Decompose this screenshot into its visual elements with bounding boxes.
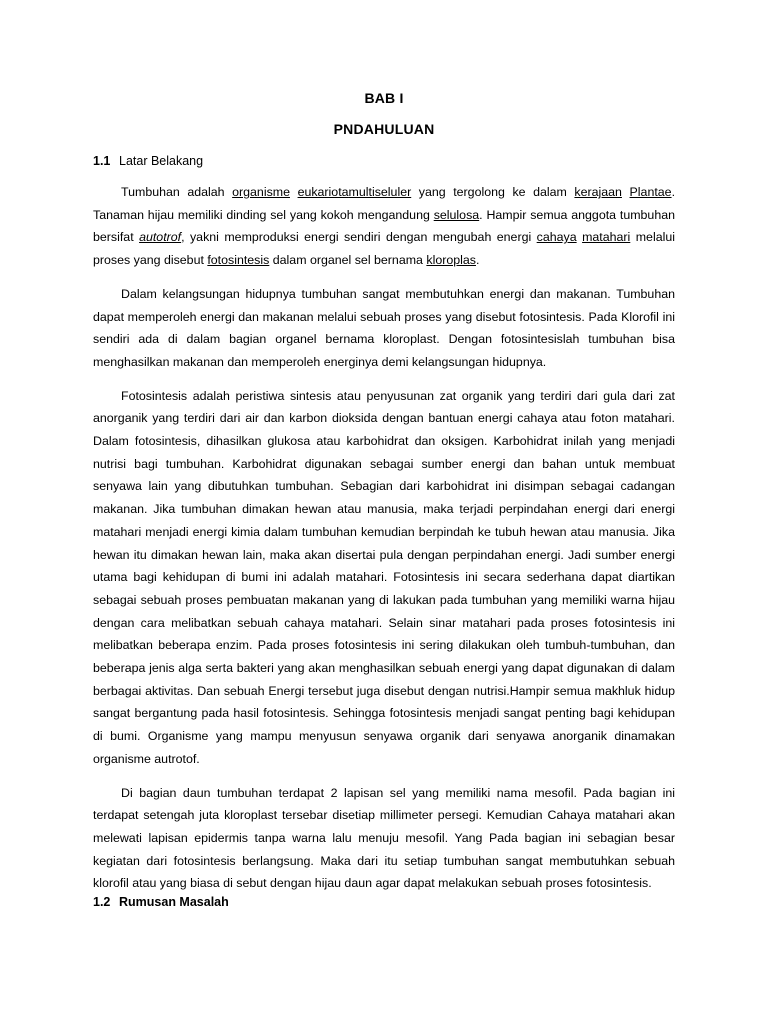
link-plantae[interactable]: Plantae: [629, 185, 672, 199]
paragraph-2: Dalam kelangsungan hidupnya tumbuhan sangat membutuhkan energi dan makanan. Tumbuhan dapat memperoleh energi dan makanan melalui sebuah proses yang disebut fotosintesis. Pada Klorofil ini sendiri ada di dalam bagian organel bernama kloroplast. Dengan fotosintesislah tumbuhan bisa menghasilkan makanan dan memperoleh energinya demi kelangsungan hidupnya.: [93, 286, 675, 369]
section-title: Rumusan Masalah: [119, 895, 229, 909]
link-autotrof[interactable]: autotrof: [139, 230, 182, 245]
section-number: 1.2: [93, 895, 111, 909]
link-organisme[interactable]: organisme: [232, 185, 290, 199]
paragraph-4: Di bagian daun tumbuhan terdapat 2 lapisan sel yang memiliki nama mesofil. Pada bagian ini terdapat setengah juta kloroplast tersebar disetiap millimeter persegi. Kemudian Cahaya matahari akan melewati lapisan epidermis tanpa warna lalu menuju mesofil. Yang Pada bagian ini sebagian besar kegiatan dari fotosintesis berlangsung. Maka dari itu setiap tumbuhan sangat membutuhkan sebuah klorofil atau yang biasa di sebut dengan hijau daun agar dapat melakukan sebuah proses fotosintesis.: [93, 785, 675, 891]
link-kloroplas[interactable]: kloroplas: [426, 253, 476, 268]
text-run: [622, 185, 630, 199]
link-eukariota[interactable]: eukariota: [297, 185, 349, 199]
chapter-title: PNDAHULUAN: [333, 121, 435, 137]
section-heading-latar-belakang: [93, 154, 203, 168]
text-run: . Tanaman hijau memiliki dinding sel yang kokoh mengandung: [93, 185, 676, 222]
section-heading-rumusan-masalah: [93, 895, 229, 909]
link-matahari[interactable]: matahari: [582, 230, 631, 245]
text-run: Tumbuhan adalah: [121, 185, 233, 199]
paragraph-1: [93, 181, 675, 272]
section-number: 1.1: [93, 154, 111, 168]
link-kerajaan[interactable]: kerajaan: [574, 185, 622, 199]
text-run: yang tergolong ke dalam: [411, 185, 575, 199]
text-run: . Hampir semua anggota tumbuhan bersifat: [93, 207, 675, 245]
link-multiseluler[interactable]: multiseluler: [348, 185, 412, 199]
text-run: .: [475, 253, 480, 268]
text-run: dalam organel sel bernama: [269, 253, 427, 268]
body-text: [93, 181, 675, 906]
chapter-number: BAB I: [364, 90, 404, 106]
link-cahaya[interactable]: cahaya: [536, 230, 577, 245]
paragraph-3: Fotosintesis adalah peristiwa sintesis atau penyusunan zat organik yang terdiri dari gula dari zat anorganik yang terdiri dari air dan karbon dioksida dengan bantuan energi cahaya atau foton matahari. Dalam fotosintesis, dihasilkan glukosa atau karbohidrat dan oksigen. Karbohidrat inilah yang menjadi nutrisi bagi tumbuhan. Karbohidrat digunakan sebagai sumber energi dan bahan untuk membuat senyawa lain yang dibutuhkan tumbuhan. Sebagian dari karbohidrat ini disimpan sebagai cadangan makanan. Jika tumbuhan dimakan hewan atau manusia, maka terjadi perpindahan energi dari energi matahari menjadi energi kimia dalam tumbuhan kemudian berpindah ke tubuh hewan atau manusia. Jika hewan itu dimakan hewan lain, maka akan disertai pula dengan perpindahan energi. Jadi sumber energi utama bagi kehidupan di bumi ini adalah matahari. Fotosintesis ini secara sederhana dapat diartikan sebagai sebuah proses pembuatan makanan yang di lakukan pada tumbuhan yang memiliki warna hijau dengan cara melibatkan sebuah cahaya matahari. Selain sinar matahari pada proses fotosintesis ini melibatkan beberapa enzim. Pada proses fotosintesis ini sering dilakukan oleh tumbuh-tumbuhan, dan beberapa jenis alga serta bakteri yang akan menghasilkan sebuah energi yang dapat digunakan di dalam berbagai aktivitas. Dan sebuah Energi tersebut juga disebut dengan nutrisi.Hampir semua makhluk hidup sangat bergantung pada hasil fotosintesis. Sehingga fotosintesis menjadi sangat penting bagi kehidupan di bumi. Organisme yang mampu menyusun senyawa organik dari senyawa anorganik dinamakan organisme autrotof.: [93, 388, 675, 766]
link-selulosa[interactable]: selulosa: [433, 207, 480, 222]
link-fotosintesis[interactable]: fotosintesis: [207, 253, 270, 268]
text-run: melalui proses yang disebut: [93, 230, 675, 268]
text-run: [290, 185, 298, 199]
section-title: Latar Belakang: [119, 154, 204, 168]
text-run: , yakni memproduksi energi sendiri dengan mengubah energi: [181, 230, 537, 245]
